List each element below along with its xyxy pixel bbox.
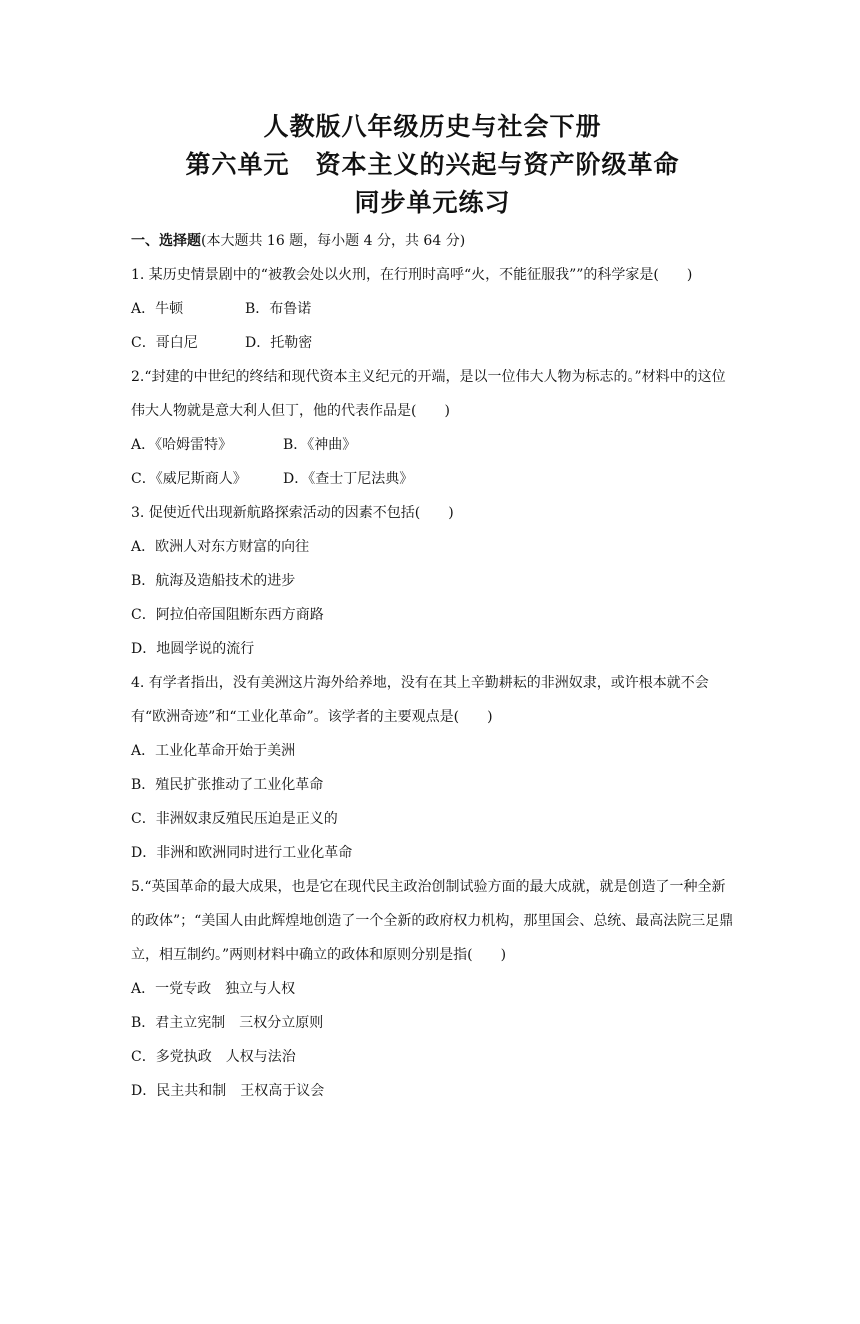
q3-option-d: D．地圆学说的流行 <box>131 641 255 657</box>
question-2-options-row1 <box>131 428 734 462</box>
section-name: 一、选择题 <box>131 233 201 249</box>
question-1-stem: 1. 某历史情景剧中的“被教会处以火刑，在行刑时高呼“火，不能征服我””的科学家是( ) <box>131 267 693 283</box>
q5-option-a: A．一党专政 独立与人权 <box>131 981 296 997</box>
question-2-options-row2 <box>131 462 734 496</box>
question-5-stem: 5.“英国革命的最大成果，也是它在现代民主政治创制试验方面的最大成就，就是创造了一种全新的政体”；“美国人由此辉煌地创造了一个全新的政府权力机构，那里国会、总统、最高法院三足鼎立，相互制约。”两则材料中确立的政体和原则分别是指( ) <box>131 879 734 963</box>
q2-option-d: D．《查士丁尼法典》 <box>283 471 414 487</box>
question-3-stem: 3. 促使近代出现新航路探索活动的因素不包括( ) <box>131 505 454 521</box>
q2-option-c: C．《威尼斯商人》 <box>131 471 247 487</box>
question-1-options-row2 <box>131 326 734 360</box>
doc-title-line3: 同步单元练习 <box>354 188 511 217</box>
q5-option-d: D．民主共和制 王权高于议会 <box>131 1083 325 1099</box>
q1-option-b: B．布鲁诺 <box>245 301 312 317</box>
question-1-options-row1 <box>131 292 734 326</box>
q2-option-a: A．《哈姆雷特》 <box>131 437 233 453</box>
q4-option-b: B．殖民扩张推动了工业化革命 <box>131 777 324 793</box>
q3-option-c: C．阿拉伯帝国阻断东西方商路 <box>131 607 324 623</box>
q3-option-a: A．欧洲人对东方财富的向往 <box>131 539 310 555</box>
section-heading <box>131 224 734 258</box>
q3-option-b: B．航海及造船技术的进步 <box>131 573 296 589</box>
doc-title-line1: 人教版八年级历史与社会下册 <box>263 112 602 141</box>
q1-option-c: C．哥白尼 <box>131 335 198 351</box>
question-4-stem: 4. 有学者指出，没有美洲这片海外给养地，没有在其上辛勤耕耘的非洲奴隶，或许根本就不会有“欧洲奇迹”和“工业化革命”。该学者的主要观点是( ) <box>131 675 709 725</box>
q2-option-b: B．《神曲》 <box>283 437 357 453</box>
q1-option-a: A．牛顿 <box>131 301 184 317</box>
section-desc: (本大题共 16 题，每小题 4 分，共 64 分) <box>201 233 466 249</box>
q5-option-c: C．多党执政 人权与法治 <box>131 1049 296 1065</box>
document-page <box>0 108 860 1324</box>
q4-option-d: D．非洲和欧洲同时进行工业化革命 <box>131 845 353 861</box>
question-2-stem: 2.“封建的中世纪的终结和现代资本主义纪元的开端，是以一位伟大人物为标志的。”材料中的这位伟大人物就是意大利人但丁，他的代表作品是( ) <box>131 369 726 419</box>
q1-option-d: D．托勒密 <box>245 335 313 351</box>
q5-option-b: B．君主立宪制 三权分立原则 <box>131 1015 324 1031</box>
q4-option-a: A．工业化革命开始于美洲 <box>131 743 296 759</box>
q4-option-c: C．非洲奴隶反殖民压迫是正义的 <box>131 811 338 827</box>
doc-title-line2: 第六单元 资本主义的兴起与资产阶级革命 <box>185 150 680 179</box>
